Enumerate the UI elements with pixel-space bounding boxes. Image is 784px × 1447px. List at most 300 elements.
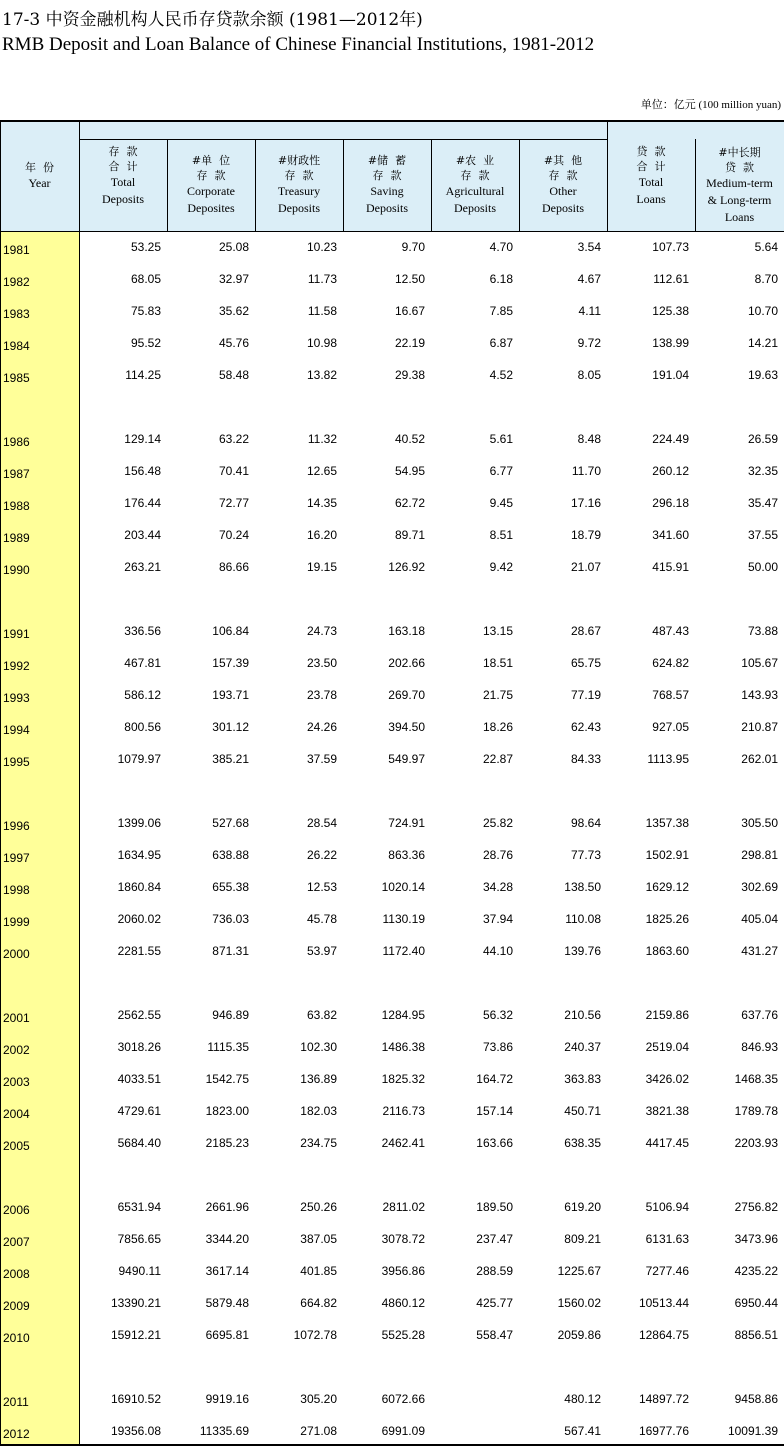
table-left-border [0,120,1,1444]
table-cell-total-loans: 1825.26 [645,912,689,926]
table-cell-treasury-deposits: 401.85 [300,1264,337,1278]
table-cell-other-deposits: 65.75 [570,656,601,670]
table-cell-agricultural-deposits: 6.18 [489,272,513,286]
unit-label-chinese: 单位：亿元 [640,98,696,111]
table-cell-total-deposits: 1634.95 [117,848,161,862]
table-cell-long-term-loans: 302.69 [741,880,778,894]
table-cell-total-deposits: 203.44 [124,528,161,542]
table-cell-treasury-deposits: 19.15 [306,560,337,574]
table-row-year: 1990 [3,563,30,577]
table-cell-agricultural-deposits: 558.47 [476,1328,513,1342]
table-cell-total-loans: 12864.75 [638,1328,689,1342]
table-cell-total-deposits: 2060.02 [117,912,161,926]
table-cell-treasury-deposits: 37.59 [306,752,337,766]
table-cell-total-loans: 125.38 [652,304,689,318]
table-cell-other-deposits: 450.71 [564,1104,601,1118]
table-cell-treasury-deposits: 664.82 [300,1296,337,1310]
table-cell-treasury-deposits: 12.65 [306,464,337,478]
table-cell-saving-deposits: 40.52 [394,432,425,446]
table-cell-total-loans: 224.49 [652,432,689,446]
table-cell-treasury-deposits: 53.97 [306,944,337,958]
table-cell-total-loans: 10513.44 [638,1296,689,1310]
header-saving-deposits-en: Saving Deposits [366,184,408,215]
table-cell-total-deposits: 13390.21 [110,1296,161,1310]
table-cell-long-term-loans: 405.04 [741,912,778,926]
table-cell-total-loans: 7277.46 [645,1264,689,1278]
table-cell-corporate-deposits: 385.21 [212,752,249,766]
table-cell-treasury-deposits: 182.03 [300,1104,337,1118]
table-cell-long-term-loans: 6950.44 [734,1296,778,1310]
table-cell-total-deposits: 2562.55 [117,1008,161,1022]
table-cell-saving-deposits: 1825.32 [381,1072,425,1086]
table-cell-corporate-deposits: 2661.96 [205,1200,249,1214]
table-cell-long-term-loans: 32.35 [747,464,778,478]
header-other-deposits [519,139,607,231]
table-bottom-rule [0,1444,784,1446]
header-treasury-deposits-cn: #财政性 存 款 [277,154,321,182]
table-cell-long-term-loans: 210.87 [741,720,778,734]
table-cell-treasury-deposits: 11.32 [307,432,337,446]
table-cell-agricultural-deposits: 157.14 [476,1104,513,1118]
table-cell-total-deposits: 176.44 [124,496,161,510]
table-cell-other-deposits: 62.43 [570,720,601,734]
table-cell-corporate-deposits: 11335.69 [199,1424,249,1438]
table-cell-agricultural-deposits: 22.87 [482,752,513,766]
table-row-year: 1989 [3,531,30,545]
table-cell-treasury-deposits: 1072.78 [293,1328,337,1342]
table-row-year: 1993 [3,691,30,705]
table-cell-total-loans: 1629.12 [645,880,689,894]
table-row-year: 1994 [3,723,30,737]
header-long-term-loans-cn: #中长期 贷 款 [718,145,761,174]
table-cell-saving-deposits: 202.66 [388,656,425,670]
header-long-term-loans-en: Medium-term & Long-term Loans [706,175,773,224]
table-cell-corporate-deposits: 72.77 [218,496,249,510]
table-cell-corporate-deposits: 638.88 [212,848,249,862]
table-cell-agricultural-deposits: 288.59 [476,1264,513,1278]
table-cell-corporate-deposits: 2185.23 [205,1136,249,1150]
table-cell-saving-deposits: 163.18 [388,624,425,638]
table-row-year: 2010 [3,1331,30,1345]
table-cell-total-loans: 3821.38 [645,1104,689,1118]
table-cell-long-term-loans: 8856.51 [734,1328,778,1342]
table-row-year: 1997 [3,851,30,865]
table-cell-long-term-loans: 35.47 [747,496,778,510]
table-cell-total-deposits: 9490.11 [118,1264,161,1278]
table-cell-total-loans: 1113.95 [647,752,689,766]
table-cell-total-deposits: 114.25 [125,368,161,382]
table-cell-other-deposits: 17.16 [570,496,601,510]
table-cell-saving-deposits: 269.70 [388,688,425,702]
header-year-cn: 年 份 [25,160,54,174]
table-cell-other-deposits: 363.83 [564,1072,601,1086]
table-title-english: RMB Deposit and Loan Balance of Chinese Financial Institutions, 1981-2012 [2,34,595,55]
table-cell-saving-deposits: 1172.40 [382,944,425,958]
table-cell-long-term-loans: 10091.39 [727,1424,778,1438]
table-cell-corporate-deposits: 1823.00 [205,1104,249,1118]
header-total-deposits [79,120,167,231]
table-cell-total-loans: 16977.76 [638,1424,689,1438]
table-cell-corporate-deposits: 25.08 [218,240,249,254]
table-cell-saving-deposits: 9.70 [401,240,425,254]
header-total-deposits-en: Total Deposits [102,174,144,206]
table-cell-long-term-loans: 8.70 [754,272,778,286]
table-cell-treasury-deposits: 23.78 [306,688,337,702]
table-cell-other-deposits: 4.11 [578,304,601,318]
table-cell-total-deposits: 6531.94 [117,1200,161,1214]
table-cell-agricultural-deposits: 6.87 [489,336,513,350]
table-cell-total-loans: 4417.45 [645,1136,689,1150]
table-cell-treasury-deposits: 14.35 [306,496,337,510]
table-cell-corporate-deposits: 3617.14 [205,1264,249,1278]
table-cell-saving-deposits: 6072.66 [381,1392,425,1406]
table-cell-other-deposits: 77.73 [570,848,601,862]
table-cell-treasury-deposits: 16.20 [306,528,337,542]
table-cell-agricultural-deposits: 6.77 [489,464,513,478]
table-row-year: 2004 [3,1107,30,1121]
table-cell-other-deposits: 98.64 [570,816,601,830]
table-cell-other-deposits: 77.19 [570,688,601,702]
table-cell-total-loans: 3426.02 [645,1072,689,1086]
table-cell-agricultural-deposits: 425.77 [476,1296,513,1310]
table-cell-total-deposits: 3018.26 [117,1040,161,1054]
table-cell-long-term-loans: 2756.82 [734,1200,778,1214]
table-cell-long-term-loans: 637.76 [741,1008,778,1022]
table-cell-other-deposits: 4.67 [577,272,601,286]
table-cell-other-deposits: 2059.86 [557,1328,601,1342]
table-row-year: 1996 [3,819,30,833]
table-cell-total-loans: 415.91 [652,560,689,574]
table-cell-treasury-deposits: 45.78 [306,912,337,926]
table-cell-corporate-deposits: 527.68 [212,816,249,830]
table-cell-treasury-deposits: 271.08 [300,1424,337,1438]
header-year [0,120,79,231]
table-cell-other-deposits: 11.70 [571,464,601,478]
table-cell-corporate-deposits: 1542.75 [205,1072,249,1086]
table-cell-other-deposits: 210.56 [564,1008,601,1022]
table-cell-other-deposits: 480.12 [564,1392,601,1406]
header-year-en: Year [28,175,51,190]
table-cell-agricultural-deposits: 13.15 [482,624,513,638]
header-saving-deposits [343,139,431,231]
table-cell-saving-deposits: 89.71 [394,528,425,542]
table-cell-saving-deposits: 863.36 [388,848,425,862]
table-cell-saving-deposits: 724.91 [388,816,425,830]
table-cell-treasury-deposits: 24.26 [306,720,337,734]
table-cell-saving-deposits: 54.95 [394,464,425,478]
table-cell-total-loans: 1357.38 [645,816,689,830]
table-cell-other-deposits: 139.76 [564,944,601,958]
table-cell-corporate-deposits: 157.39 [212,656,249,670]
table-cell-total-loans: 1863.60 [645,944,689,958]
table-cell-corporate-deposits: 946.89 [212,1008,249,1022]
table-cell-corporate-deposits: 6695.81 [205,1328,249,1342]
table-cell-long-term-loans: 73.88 [747,624,778,638]
table-cell-corporate-deposits: 63.22 [218,432,249,446]
table-cell-treasury-deposits: 28.54 [306,816,337,830]
table-cell-long-term-loans: 1468.35 [734,1072,778,1086]
table-cell-corporate-deposits: 193.71 [212,688,249,702]
table-cell-corporate-deposits: 9919.16 [205,1392,249,1406]
table-cell-total-deposits: 5684.40 [117,1136,161,1150]
table-cell-agricultural-deposits: 189.50 [476,1200,513,1214]
table-cell-other-deposits: 8.48 [577,432,601,446]
table-cell-agricultural-deposits: 5.61 [489,432,513,446]
table-cell-saving-deposits: 1130.19 [382,912,425,926]
table-cell-agricultural-deposits: 9.45 [489,496,513,510]
table-cell-other-deposits: 28.67 [570,624,601,638]
table-cell-other-deposits: 21.07 [570,560,601,574]
table-cell-total-loans: 624.82 [652,656,689,670]
unit-label-english: (100 million yuan) [695,99,781,111]
table-cell-treasury-deposits: 12.53 [306,880,337,894]
table-row-year: 2002 [3,1043,30,1057]
header-total-loans [607,120,695,231]
table-cell-agricultural-deposits: 25.82 [482,816,513,830]
table-cell-total-loans: 2159.86 [645,1008,689,1022]
table-cell-total-deposits: 1079.97 [117,752,161,766]
table-cell-total-loans: 1502.91 [645,848,689,862]
table-cell-other-deposits: 18.79 [570,528,601,542]
table-cell-treasury-deposits: 10.98 [306,336,337,350]
table-cell-other-deposits: 1560.02 [557,1296,601,1310]
table-cell-long-term-loans: 9458.86 [734,1392,778,1406]
table-cell-total-loans: 296.18 [652,496,689,510]
table-cell-treasury-deposits: 24.73 [306,624,337,638]
table-row-year: 1981 [3,243,30,257]
table-cell-total-deposits: 15912.21 [110,1328,161,1342]
table-row-year: 2011 [3,1395,29,1409]
table-row-year: 1987 [3,467,30,481]
table-cell-long-term-loans: 14.21 [747,336,778,350]
table-cell-long-term-loans: 846.93 [741,1040,778,1054]
table-row-year: 1983 [3,307,30,321]
table-cell-other-deposits: 809.21 [564,1232,601,1246]
table-cell-total-deposits: 16910.52 [110,1392,161,1406]
table-cell-other-deposits: 84.33 [570,752,601,766]
table-cell-agricultural-deposits: 8.51 [489,528,513,542]
table-cell-long-term-loans: 5.64 [754,240,778,254]
table-cell-long-term-loans: 262.01 [741,752,778,766]
table-cell-total-loans: 6131.63 [645,1232,689,1246]
table-cell-agricultural-deposits: 4.70 [489,240,513,254]
table-cell-other-deposits: 110.08 [565,912,601,926]
table-cell-treasury-deposits: 102.30 [300,1040,337,1054]
table-cell-total-deposits: 19356.08 [110,1424,161,1438]
table-cell-total-deposits: 156.48 [124,464,161,478]
table-cell-saving-deposits: 4860.12 [381,1296,425,1310]
table-cell-saving-deposits: 3078.72 [381,1232,425,1246]
header-long-term-loans [695,139,784,231]
table-cell-saving-deposits: 2811.02 [382,1200,425,1214]
table-cell-agricultural-deposits: 164.72 [476,1072,513,1086]
year-column-highlight [0,231,79,1444]
header-total-loans-cn: 贷 款 合 计 [636,144,666,173]
table-cell-saving-deposits: 29.38 [394,368,425,382]
table-cell-saving-deposits: 2462.41 [381,1136,425,1150]
table-cell-treasury-deposits: 136.89 [300,1072,337,1086]
table-cell-saving-deposits: 3956.86 [381,1264,425,1278]
table-cell-long-term-loans: 19.63 [747,368,778,382]
table-cell-saving-deposits: 22.19 [394,336,425,350]
table-row-year: 2001 [3,1011,30,1025]
header-total-loans-en: Total Loans [636,174,666,206]
table-cell-total-deposits: 800.56 [124,720,161,734]
table-cell-total-deposits: 586.12 [124,688,161,702]
table-cell-long-term-loans: 50.00 [747,560,778,574]
table-cell-long-term-loans: 26.59 [747,432,778,446]
table-cell-other-deposits: 638.35 [564,1136,601,1150]
table-cell-agricultural-deposits: 163.66 [476,1136,513,1150]
header-treasury-deposits-en: Treasury Deposits [277,184,321,215]
table-cell-saving-deposits: 1486.38 [381,1040,425,1054]
table-cell-treasury-deposits: 10.23 [306,240,337,254]
table-row-year: 1985 [3,371,30,385]
table-cell-corporate-deposits: 736.03 [212,912,249,926]
header-agricultural-deposits [431,139,519,231]
table-cell-total-deposits: 336.56 [124,624,161,638]
table-cell-saving-deposits: 1020.14 [381,880,425,894]
table-cell-agricultural-deposits: 34.28 [482,880,513,894]
table-cell-total-loans: 260.12 [652,464,689,478]
table-cell-long-term-loans: 10.70 [747,304,778,318]
header-saving-deposits-cn: #储 蓄 存 款 [367,154,407,182]
table-cell-saving-deposits: 16.67 [394,304,425,318]
table-cell-agricultural-deposits: 73.86 [482,1040,513,1054]
table-cell-other-deposits: 567.41 [564,1424,601,1438]
table-cell-saving-deposits: 2116.73 [382,1104,425,1118]
table-cell-corporate-deposits: 106.84 [212,624,249,638]
header-agricultural-deposits-cn: #农 业 存 款 [455,154,495,182]
table-cell-total-loans: 927.05 [652,720,689,734]
table-row-year: 1995 [3,755,30,769]
table-cell-long-term-loans: 143.93 [741,688,778,702]
table-cell-agricultural-deposits: 28.76 [482,848,513,862]
table-cell-agricultural-deposits: 237.47 [476,1232,513,1246]
table-cell-total-loans: 341.60 [652,528,689,542]
table-cell-treasury-deposits: 11.58 [307,304,337,318]
table-cell-other-deposits: 8.05 [577,368,601,382]
table-cell-agricultural-deposits: 18.51 [482,656,513,670]
table-row-year: 1992 [3,659,30,673]
table-cell-long-term-loans: 305.50 [741,816,778,830]
table-cell-long-term-loans: 1789.78 [734,1104,778,1118]
table-cell-corporate-deposits: 32.97 [218,272,249,286]
table-row-year: 1999 [3,915,30,929]
table-cell-other-deposits: 3.54 [577,240,601,254]
table-cell-treasury-deposits: 387.05 [300,1232,337,1246]
table-cell-total-deposits: 1399.06 [117,816,161,830]
table-cell-total-deposits: 4729.61 [117,1104,161,1118]
table-cell-saving-deposits: 394.50 [388,720,425,734]
table-cell-agricultural-deposits: 4.52 [489,368,513,382]
table-cell-agricultural-deposits: 7.85 [489,304,513,318]
table-cell-agricultural-deposits: 56.32 [482,1008,513,1022]
table-cell-total-loans: 138.99 [652,336,689,350]
table-cell-long-term-loans: 431.27 [741,944,778,958]
table-cell-long-term-loans: 4235.22 [734,1264,778,1278]
table-cell-total-deposits: 263.21 [124,560,161,574]
table-cell-saving-deposits: 549.97 [388,752,425,766]
table-cell-agricultural-deposits: 44.10 [482,944,513,958]
table-cell-treasury-deposits: 234.75 [300,1136,337,1150]
table-cell-corporate-deposits: 86.66 [218,560,249,574]
header-corporate-deposits-cn: #单 位 存 款 [191,154,231,182]
table-cell-treasury-deposits: 250.26 [300,1200,337,1214]
unit-label [641,96,781,112]
table-cell-agricultural-deposits: 18.26 [482,720,513,734]
table-row-year: 1984 [3,339,30,353]
table-cell-total-deposits: 467.81 [124,656,161,670]
table-cell-total-deposits: 4033.51 [117,1072,161,1086]
table-cell-other-deposits: 1225.67 [557,1264,601,1278]
table-cell-treasury-deposits: 26.22 [306,848,337,862]
table-cell-treasury-deposits: 63.82 [306,1008,337,1022]
table-cell-total-loans: 487.43 [652,624,689,638]
table-cell-agricultural-deposits: 9.42 [489,560,513,574]
header-bottom-rule [0,231,784,232]
table-cell-other-deposits: 9.72 [577,336,601,350]
table-cell-total-loans: 5106.94 [645,1200,689,1214]
header-total-deposits-cn: 存 款 合 计 [108,144,138,173]
table-row-year: 2005 [3,1139,30,1153]
table-row-year: 2008 [3,1267,30,1281]
table-row-year: 2007 [3,1235,30,1249]
table-cell-total-deposits: 68.05 [130,272,161,286]
table-cell-long-term-loans: 105.67 [741,656,778,670]
table-cell-saving-deposits: 62.72 [394,496,425,510]
table-row-year: 1998 [3,883,30,897]
table-row-year: 2012 [3,1427,30,1441]
table-row-year: 1986 [3,435,30,449]
table-cell-total-loans: 2519.04 [645,1040,689,1054]
table-cell-corporate-deposits: 301.12 [212,720,249,734]
table-row-year: 1988 [3,499,30,513]
header-corporate-deposits [167,139,255,231]
table-cell-long-term-loans: 37.55 [747,528,778,542]
table-cell-corporate-deposits: 70.41 [218,464,249,478]
table-row-year: 1982 [3,275,30,289]
table-cell-total-loans: 14897.72 [638,1392,689,1406]
header-corporate-deposits-en: Corporate Deposites [187,184,235,215]
table-cell-saving-deposits: 126.92 [388,560,425,574]
table-cell-total-loans: 768.57 [652,688,689,702]
table-cell-total-loans: 191.04 [652,368,689,382]
table-cell-corporate-deposits: 5879.48 [205,1296,249,1310]
table-cell-treasury-deposits: 11.73 [307,272,337,286]
table-title-chinese: 17-3 中资金融机构人民币存贷款余额 (1981—2012年) [2,10,423,30]
table-row-year: 2000 [3,947,30,961]
table-cell-other-deposits: 138.50 [564,880,601,894]
table-cell-corporate-deposits: 35.62 [218,304,249,318]
table-cell-total-deposits: 129.14 [124,432,161,446]
header-treasury-deposits [255,139,343,231]
table-cell-agricultural-deposits: 21.75 [482,688,513,702]
table-cell-saving-deposits: 5525.28 [381,1328,425,1342]
header-other-deposits-cn: #其 他 存 款 [543,154,583,182]
table-cell-total-deposits: 7856.65 [117,1232,161,1246]
table-cell-treasury-deposits: 13.82 [306,368,337,382]
table-cell-saving-deposits: 12.50 [394,272,425,286]
table-cell-long-term-loans: 3473.96 [734,1232,778,1246]
table-cell-corporate-deposits: 871.31 [212,944,249,958]
table-cell-treasury-deposits: 23.50 [306,656,337,670]
table-cell-corporate-deposits: 655.38 [212,880,249,894]
table-cell-total-deposits: 1860.84 [117,880,161,894]
table-row-year: 2003 [3,1075,30,1089]
table-cell-long-term-loans: 298.81 [741,848,778,862]
table-cell-total-deposits: 2281.55 [117,944,161,958]
